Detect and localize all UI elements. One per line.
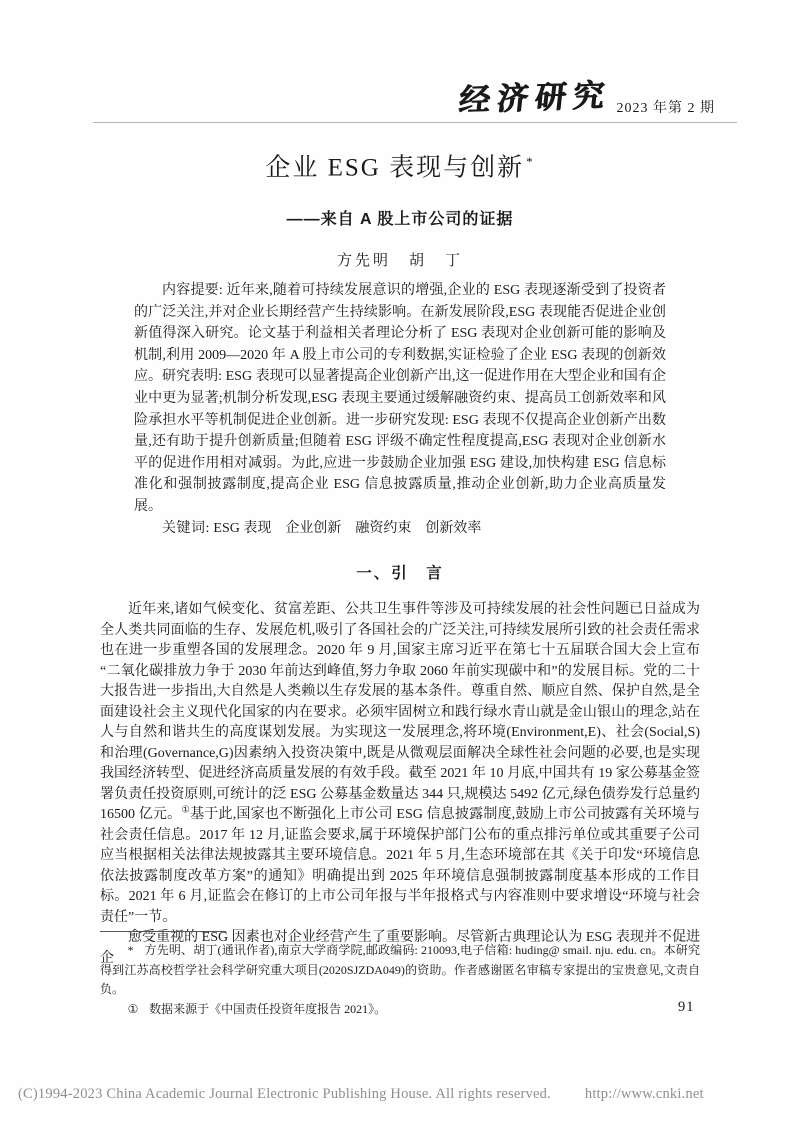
section-heading-introduction: 一、引 言 (356, 565, 444, 582)
footnote-author-text: 方先明、胡丁(通讯作者),南京大学商学院,邮政编码: 210093,电子信箱: huding@ smail. nju. edu. cn。本研究得到江苏高校哲学社会科学研究重大项目(2020SJZDA049)的资助。作者感谢匿名审稿专家提出的宝贵意见,文责自负。 (100, 943, 700, 996)
body-paragraph-1 (100, 600, 700, 928)
scan-footer (18, 1086, 778, 1103)
article-authors: 方先明 胡 丁 (336, 253, 463, 270)
footnote-reference-1: ① (181, 805, 191, 816)
article-title-text: 企业 ESG 表现与创新 (265, 154, 525, 182)
footnote-author-marker: * (127, 943, 134, 957)
footnote-author-note (100, 941, 700, 1000)
body-paragraph-2: 愈受重视的 ESG 因素也对企业经营产生了重要影响。尽管新古典理论认为 ESG 表现并不促进企 (100, 930, 700, 966)
journal-issue-label: 2023 年第 2 期 (616, 101, 715, 116)
footnote-data-source-marker: ① (127, 1001, 139, 1016)
keywords-label: 关键词: (162, 520, 210, 536)
journal-name-calligraphy: 经济研究 (456, 77, 613, 118)
abstract-block (134, 280, 666, 539)
main-content (100, 563, 700, 969)
cnki-url-text: http://www.cnki.net (584, 1086, 704, 1102)
footnote-data-source (100, 1000, 700, 1020)
header-divider (93, 122, 737, 123)
keywords-line (134, 518, 666, 540)
article-title (100, 146, 700, 184)
copyright-text: (C)1994-2023 China Academic Journal Electronic Publishing House. All rights reserved. (18, 1086, 551, 1102)
abstract-paragraph (134, 280, 666, 518)
journal-masthead (456, 77, 716, 118)
footnote-divider (100, 931, 226, 932)
body-paragraph-1-text-b: 基于此,国家也不断强化上市公司 ESG 信息披露制度,鼓励上市公司披露有关环境与社会责任信息。2017 年 12 月,证监会要求,属于环境保护部门公布的重点排污单位或其重要子公司应当根据相关法律法规披露其主要环境信息。2021 年 5 月,生态环境部在其《关于印发“环境信息依法披露制度改革方案”的通知》明确提出到 2025 年环境信息强制披露制度基本形成的工作目标。2021 年 6 月,证监会在修订的上市公司年报与半年报格式与内容准则中要求增设“环境与社会责任”一节。 (100, 807, 701, 925)
footnote-data-source-text: 数据来源于《中国责任投资年度报告 2021》。 (149, 1001, 387, 1016)
abstract-label: 内容提要: (162, 283, 223, 298)
abstract-text: 近年来,随着可持续发展意识的增强,企业的 ESG 表现逐渐受到了投资者的广泛关注,并对企业长期经营产生持续影响。在新发展阶段,ESG 表现能否促进企业创新值得深入研究。论文基于利益相关者理论分析了 ESG 表现对企业创新可能的影响及机制,利用 2009—2020 年 A 股上市公司的专利数据,实证检验了企业 ESG 表现的创新效应。研究表明: ESG 表现可以显著提高企业创新产出,这一促进作用在大型企业和国有企业中更为显著;机制分析发现,ESG 表现主要通过缓解融资约束、提高员工创新效率和风险承担水平等机制促进企业创新。进一步研究发现: ESG 表现不仅提高企业创新产出数量,还有助于提升创新质量;但随着 ESG 评级不确定性程度提高,ESG 表现对企业创新水平的促进作用相对减弱。为此,应进一步鼓励企业加强 ESG 建设,加快构建 ESG 信息标准化和强制披露制度,提高企业 ESG 信息披露质量,推动企业创新,助力企业高质量发展。 (134, 283, 666, 514)
title-block (100, 146, 700, 270)
keywords-text: ESG 表现 企业创新 融资约束 创新效率 (209, 520, 482, 536)
page-number: 91 (678, 999, 695, 1015)
footnotes-block (100, 931, 700, 1019)
article-subtitle: ——来自 A 股上市公司的证据 (286, 211, 514, 229)
title-footnote-marker: * (526, 154, 535, 169)
body-paragraph-1-text-a: 近年来,诸如气候变化、贫富差距、公共卫生事件等涉及可持续发展的社会性问题已日益成为全人类共同面临的生存、发展危机,吸引了各国社会的广泛关注,可持续发展所引致的社会责任需求也在进一步重塑各国的发展理念。2020 年 9 月,国家主席习近平在第七十五届联合国大会上宣布“二氧化碳排放力争于 2030 年前达到峰值,努力争取 2060 年前实现碳中和”的发展目标。党的二十大报告进一步指出,大自然是人类赖以生存发展的基本条件。尊重自然、顺应自然、保护自然,是全面建设社会主义现代化国家的内在要求。必须牢固树立和践行绿水青山就是金山银山的理念,站在人与自然和谐共生的高度谋划发展。为实现这一发展理念,将环境(Environment,E)、社会(Social,S)和治理(Governance,G)因素纳入投资决策中,既是从微观层面解决全球性社会问题的必要,也是实现我国经济转型、促进经济高质量发展的有效手段。截至 2021 年 10 月底,中国共有 19 家公募基金签署负责任投资原则,可统计的泛 ESG 公募基金数量达 344 只,规模达 5492 亿元,绿色债券发行总量约 16500 亿元。 (100, 602, 700, 822)
